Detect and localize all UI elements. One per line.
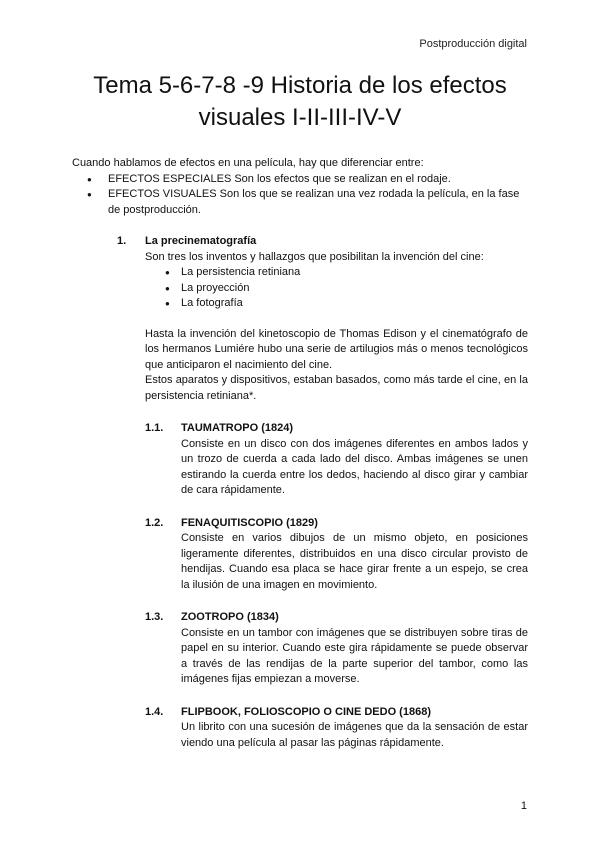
list-item: ● La proyección (145, 281, 528, 297)
subsection-fenaquitiscopio (145, 516, 528, 594)
subsection-heading: FENAQUITISCOPIO (1829) (181, 516, 318, 529)
subsection-text: Consiste en varios dibujos de un mismo objeto, en posiciones ligeramente diferentes, distribuidos en una disco circular provisto de hendijas. Cuando esa placa se hace girar frente a un espejo, se crea la ilusión de una imagen en movimiento. (181, 532, 528, 591)
intro-paragraph: Cuando hablamos de efectos en una película, hay que diferenciar entre: (72, 157, 424, 169)
subsection-heading: FLIPBOOK, FOLIOSCOPIO O CINE DEDO (1868) (181, 705, 431, 718)
subsection-number: 1.2. (145, 516, 164, 529)
list-item: ● La persistencia retiniana (145, 265, 528, 281)
list-item: ● EFECTOS ESPECIALES Son los efectos que se realizan en el rodaje. (72, 172, 528, 188)
subsection-text: Consiste en un tambor con imágenes que se distribuyen sobre tiras de papel en su interior. Cuando este gira rápidamente se puede observar a través de las rendijas de la parte superior del tambor, como las imágenes fijas empiezan a moverse. (181, 626, 528, 685)
page-title (0, 70, 600, 134)
subsection-number: 1.3. (145, 611, 164, 623)
running-header: Postproducción digital (419, 38, 527, 50)
title-line-2: visuales I-II-III-IV-V (198, 104, 402, 131)
subsection-taumatropo (145, 421, 528, 499)
subsection-flipbook (145, 705, 528, 752)
list-item: ● La fotografía (145, 296, 528, 312)
section-precinematografia (72, 234, 528, 751)
subsection-zootropo (145, 610, 528, 688)
subsection-text: Un librito con una sucesión de imágenes que da la sensación de estar viendo una película al pasar las páginas rápidamente. (181, 721, 528, 749)
subsection-number: 1.4. (145, 705, 164, 718)
subsection-heading: ZOOTROPO (1834) (181, 611, 279, 623)
section-lead: Son tres los inventos y hallazgos que posibilitan la invención del cine: (145, 250, 484, 263)
section-number: 1. (117, 235, 127, 247)
page-number: 1 (520, 800, 527, 812)
list-item: ● EFECTOS VISUALES Son los que se realizan una vez rodada la película, en la fase de postproducción. (72, 187, 528, 218)
paragraph-text: Estos aparatos y dispositivos, estaban basados, como más tarde el cine, en la persistencia retiniana*. (145, 374, 528, 402)
section-heading: La precinematografía (145, 235, 257, 247)
subsection-number: 1.1. (145, 422, 164, 434)
document-body (72, 156, 528, 751)
history-paragraph (145, 327, 528, 405)
subsection-heading: TAUMATROPO (1824) (181, 422, 294, 434)
paragraph-text: Hasta la invención del kinetoscopio de Thomas Edison y el cinematógrafo de los hermanos Lumiére hubo una serie de artilugios más o menos tecnológicos que anticiparon el nacimiento del cine. (145, 327, 528, 371)
effects-list (72, 172, 528, 219)
title-line-1: Tema 5-6-7-8 -9 Historia de los efectos (93, 72, 507, 99)
subsection-text: Consiste en un disco con dos imágenes diferentes en ambos lados y un trozo de cuerda a cada lado del disco. Ambas imágenes se unen estirando la cuerda entre los dedos, haciendo al disco girar y cambiar de cara rápidamente. (181, 437, 528, 496)
inventions-list (145, 265, 528, 312)
